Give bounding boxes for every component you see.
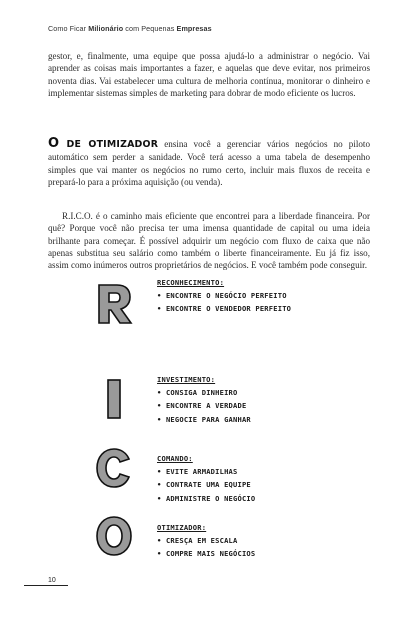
rico-item: • CONSIGA DINHEIRO (157, 386, 251, 399)
letter-o-graphic (95, 514, 133, 558)
rico-heading-r: RECONHECIMENTO: (157, 278, 225, 287)
rico-list-r (157, 276, 291, 316)
paragraph-2 (48, 138, 370, 188)
letter-i-graphic (95, 377, 133, 421)
rico-item: • ADMINISTRE O NEGÓCIO (157, 492, 255, 505)
rico-heading-i: INVESTIMENTO: (157, 375, 216, 384)
rico-heading-o: OTIMIZADOR: (157, 523, 207, 532)
letter-r-graphic (95, 282, 133, 326)
rico-list-c (157, 452, 255, 505)
paragraph-2-text: ensina você a gerenciar vários negócios no piloto automático sem perder a sanidade. Você terá acesso a uma tabela de desempenho simples que vai manter os negócios no rumo certo, incluir mais fluxos de receita e prepará-lo para a próxima aquisição (ou venda). (48, 139, 370, 187)
header-middle: com Pequenas (123, 24, 177, 33)
rico-item: • ENCONTRE A VERDADE (157, 399, 251, 412)
paragraph-1: gestor, e, finalmente, uma equipe que possa ajudá-lo a administrar o negócio. Vai aprender as coisas mais importantes a fazer, e aquelas que deve evitar, nos primeiros noventa dias. Vai estabelecer uma cultura de melhoria contínua, monitorar o dinheiro e implementar sistemas simples de marketing para dobrar de modo eficiente os lucros. (48, 51, 370, 98)
rico-item: • ENCONTRE O NEGÓCIO PERFEITO (157, 289, 291, 302)
rico-item: • ENCONTRE O VENDEDOR PERFEITO (157, 302, 291, 315)
paragraph-2-lead-rest: DE OTIMIZADOR (59, 139, 159, 150)
rico-item: • CRESÇA EM ESCALA (157, 534, 255, 547)
footer-rule (24, 585, 68, 586)
rico-list-o (157, 521, 255, 561)
paragraph-2-lead (48, 136, 159, 151)
header-prefix: Como Ficar (48, 24, 89, 33)
letter-i-icon (95, 377, 133, 421)
rico-heading-c: COMANDO: (157, 454, 193, 463)
rico-item: • CONTRATE UMA EQUIPE (157, 478, 255, 491)
letter-c-graphic (95, 446, 133, 490)
letter-r-icon (95, 282, 133, 326)
running-header (48, 24, 212, 33)
paragraph-2-lead-initial: O (48, 136, 60, 151)
rico-list-i (157, 373, 251, 426)
rico-item: • EVITE ARMADILHAS (157, 465, 255, 478)
header-bold-1: Milionário (88, 24, 124, 33)
header-bold-2: Empresas (176, 24, 212, 33)
paragraph-3: R.I.C.O. é o caminho mais eficiente que encontrei para a liberdade financeira. Por quê? Porque você não precisa ter uma imensa quantidade de capital ou uma ideia brilhante para começar. É possível adquirir um negócio com fluxo de caixa que não apenas substitua seu salário como também o liberte financeiramente. Eu já fiz isso, assim como inúmeros outros proprietários de negócios. E você também pode conseguir. (48, 211, 370, 271)
letter-c-icon (95, 446, 133, 490)
letter-o-icon (95, 514, 133, 558)
page-number: 10 (48, 577, 56, 584)
rico-item: • NEGOCIE PARA GANHAR (157, 413, 251, 426)
rico-item: • COMPRE MAIS NEGÓCIOS (157, 547, 255, 560)
